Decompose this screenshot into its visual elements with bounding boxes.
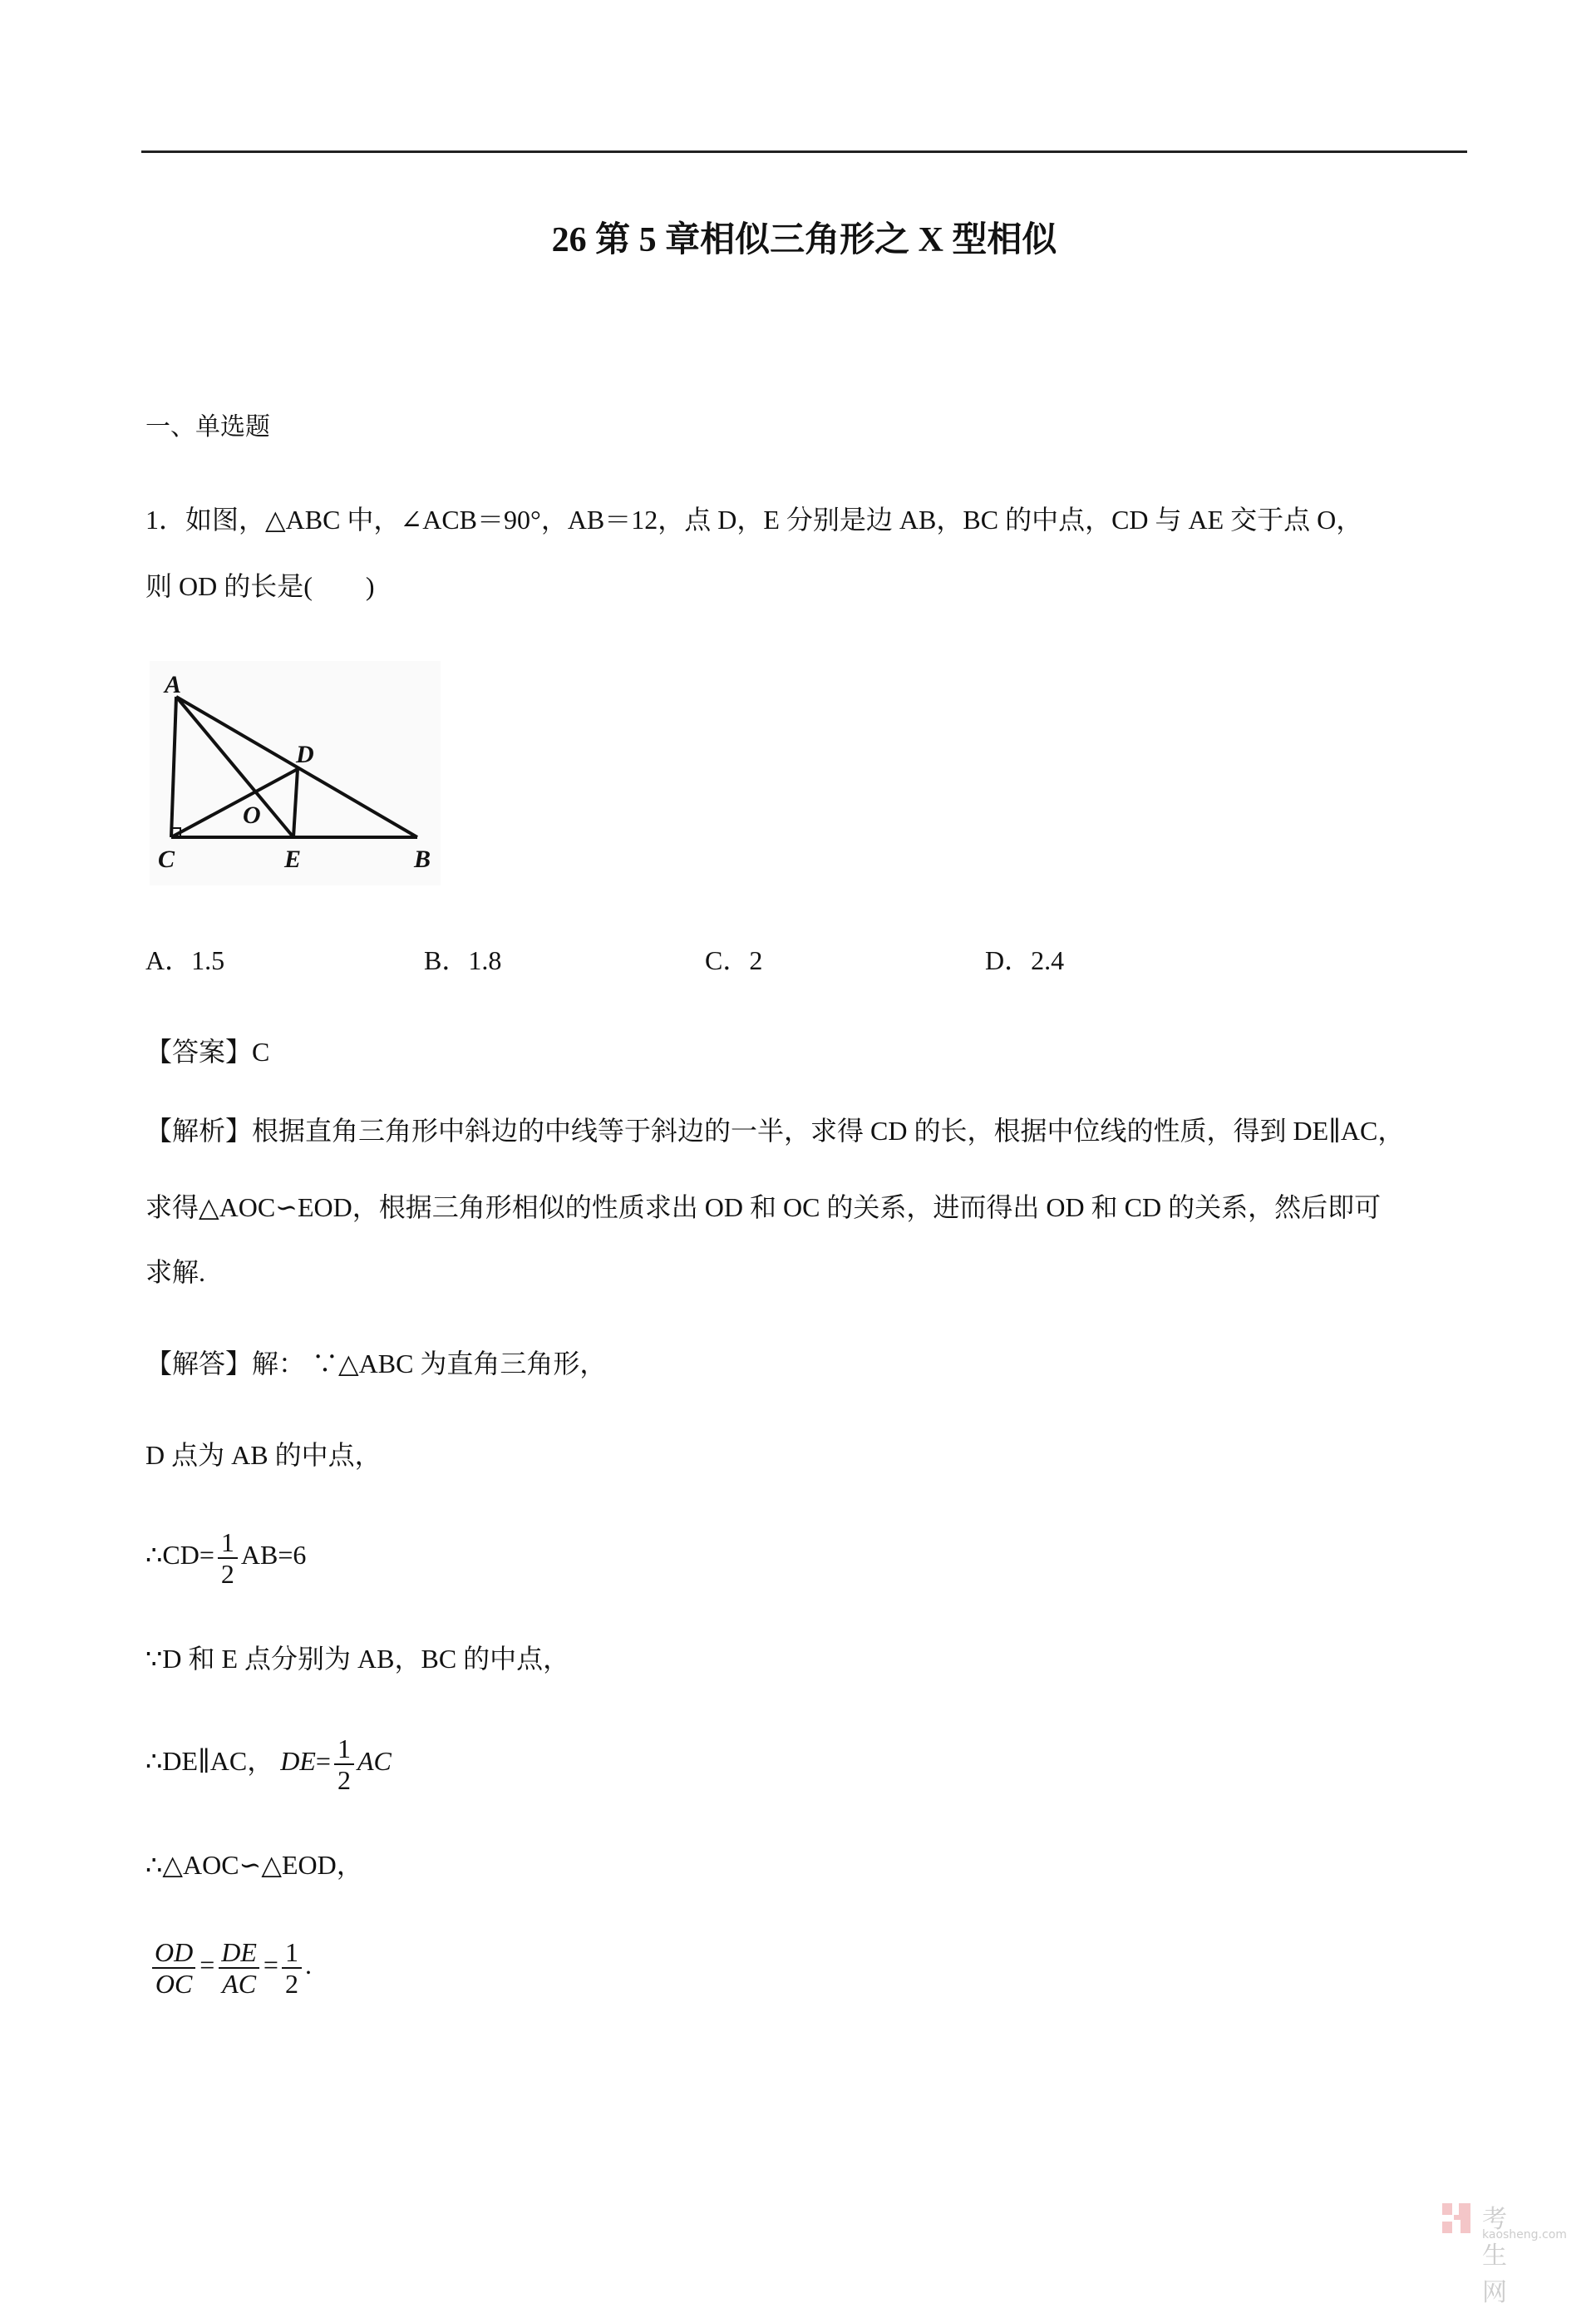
eq-sign: = bbox=[315, 1746, 331, 1776]
fraction-half: $\frac{1}{2}$ bbox=[282, 1937, 302, 1999]
answer: 【答案】C bbox=[145, 1037, 270, 1067]
analysis-text: 根据直角三角形中斜边的中线等于斜边的一半，求得 CD 的长，根据中位线的性质，得到 DE∥AC， bbox=[252, 1116, 1405, 1146]
analysis-line2: 求得△AOC∽EOD，根据三角形相似的性质求出 OD 和 OC 的关系，进而得出 OD 和 CD 的关系，然后即可 bbox=[145, 1192, 1382, 1222]
label-a: A bbox=[165, 671, 182, 698]
solution-line6: ∴△AOC∽△EOD， bbox=[145, 1850, 363, 1880]
label-o: O bbox=[243, 801, 261, 829]
triangle-figure bbox=[150, 661, 441, 885]
math-ac: AC bbox=[357, 1746, 392, 1776]
label-b: B bbox=[414, 846, 431, 873]
fraction-half: $\frac{1}{2}$ bbox=[218, 1527, 238, 1589]
analysis-line1 bbox=[145, 1114, 1404, 1147]
question-text-line2: 则 OD 的长是( ) bbox=[145, 571, 375, 601]
math-de: DE bbox=[280, 1746, 316, 1776]
eq-sign: = bbox=[263, 1950, 278, 1980]
analysis-label: 【解析】 bbox=[145, 1116, 253, 1146]
solution-line1: 【解答】解： ∵△ABC 为直角三角形， bbox=[145, 1349, 607, 1378]
page-title: 26 第 5 章相似三角形之 X 型相似 bbox=[551, 221, 1057, 259]
watermark-brand: 考生网 bbox=[1482, 2205, 1507, 2307]
solution-line7 bbox=[148, 1933, 312, 1999]
solution-line2: D 点为 AB 的中点， bbox=[145, 1440, 382, 1470]
label-d: D bbox=[296, 741, 314, 768]
fraction-de-ac: $\frac{DE}{AC}$ bbox=[218, 1937, 260, 1999]
watermark-url: kaosheng.com bbox=[1482, 2228, 1567, 2241]
option-a: A．1.5 bbox=[145, 945, 225, 975]
label-e: E bbox=[284, 846, 302, 873]
de-parallel: ∴DE∥AC， bbox=[145, 1746, 274, 1776]
header-rule bbox=[141, 150, 1467, 153]
fraction-half: $\frac{1}{2}$ bbox=[334, 1733, 354, 1795]
analysis-line3: 求解. bbox=[145, 1257, 206, 1287]
option-c: C．2 bbox=[705, 945, 763, 975]
question-text-line1: 1．如图，△ABC 中，∠ACB＝90°，AB＝12，点 D，E 分别是边 AB，BC 的中点，CD 与 AE 交于点 O， bbox=[145, 505, 1363, 535]
solution-line4: ∵D 和 E 点分别为 AB，BC 的中点， bbox=[145, 1644, 570, 1674]
period: . bbox=[304, 1950, 312, 1980]
ab-eq: AB=6 bbox=[240, 1540, 307, 1570]
section-heading: 一、单选题 bbox=[145, 413, 270, 441]
option-d: D．2.4 bbox=[985, 945, 1065, 975]
solution-line3 bbox=[145, 1523, 306, 1589]
fraction-od-oc: $\frac{OD}{OC}$ bbox=[151, 1937, 196, 1999]
solution-line5 bbox=[145, 1729, 392, 1795]
logo-icon bbox=[1442, 2202, 1475, 2235]
cd-eq: ∴CD= bbox=[145, 1540, 214, 1570]
eq-sign: = bbox=[200, 1950, 215, 1980]
option-b: B．1.8 bbox=[424, 945, 502, 975]
label-c: C bbox=[158, 846, 175, 873]
